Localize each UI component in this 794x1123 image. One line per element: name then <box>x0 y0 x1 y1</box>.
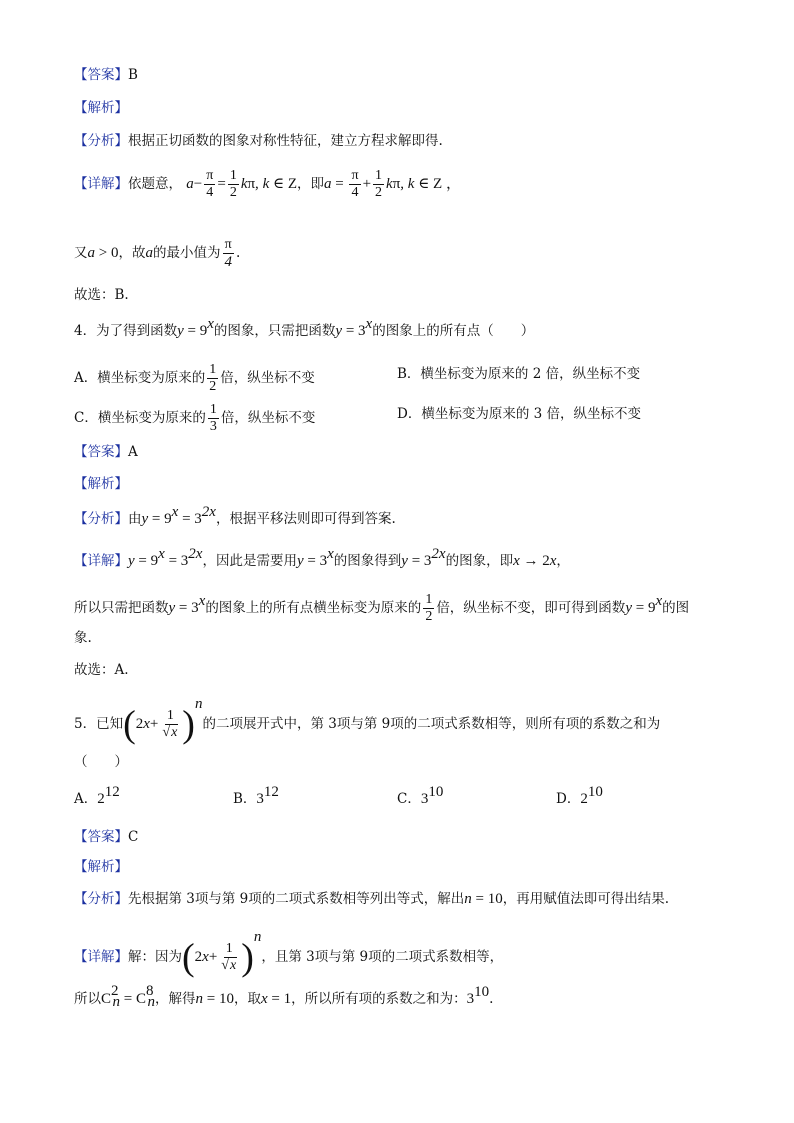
option-label: A． <box>74 791 98 807</box>
detail-text: 的图 <box>662 600 690 616</box>
q5-option-c: C．$3^{10}$ <box>397 784 444 807</box>
stem-text: 的图象，只需把函数 <box>213 323 336 339</box>
fraction: $\frac{1}{2}$ <box>229 168 237 200</box>
q5-answer-line <box>74 828 138 846</box>
detail-text: ，故 <box>118 245 146 261</box>
detail-text: 倍，纵坐标不变，即可得到函数 <box>436 600 626 616</box>
detail-text: ，且第 3项与第 9项的二项式系数相等， <box>261 949 504 965</box>
q4-option-c <box>74 402 315 435</box>
fraction: $\frac{1}{2}$ <box>425 592 433 624</box>
fraction: $\frac{1}{3}$ <box>209 402 217 434</box>
detail-text: 的最小值为 <box>152 245 221 261</box>
detail-text: ，所以所有项的系数之和为： <box>291 991 467 1007</box>
fenxi-tag: 【分析】 <box>74 891 128 907</box>
stem-text: 4．为了得到函数 <box>74 323 178 339</box>
q5-detail-line-2: 所以$C^2_n = C^8_n$，解得n = 10，取x = 1，所以所有项的系数之和为：$3^{10}$. <box>74 983 494 1010</box>
analysis-tag: 【解析】 <box>74 100 128 116</box>
answer-value: B <box>128 67 138 83</box>
q4-answer-line <box>74 443 138 461</box>
fraction: $\frac{1}{√x}$ <box>221 941 237 973</box>
q3-detail-line: 【详解】依题意， a− $\frac{\pi}{4}$ = $\frac{1}{2}$ kπ, k ∈ Z，即a = $\frac{\pi}{4}$ + $\frac{1}{2}$ kπ, k ∈ Z ， <box>74 168 461 200</box>
option-label: A．横坐标变为原来的 <box>74 370 206 386</box>
q4-stem: 4．为了得到函数$y = 9^x$的图象，只需把函数$y = 3^x$的图象上的所有点（ ） <box>74 316 535 339</box>
stem-text: 的二项展开式中，第 3项与第 9项的二项式系数相等，则所有项的系数之和为 <box>202 716 661 732</box>
analysis-tag: 【解析】 <box>74 476 128 492</box>
stem-text: 的图象上的所有点（ ） <box>372 323 535 339</box>
formula: a <box>186 176 194 192</box>
fraction: $\frac{\pi}{4}$ <box>206 168 214 200</box>
q3-analysis-heading <box>74 99 128 117</box>
detail-text: 依题意， <box>128 176 182 192</box>
fenxi-tag: 【分析】 <box>74 511 128 527</box>
q3-answer-line <box>74 66 138 84</box>
q3-choice: 故选：B. <box>74 287 129 303</box>
fenxi-text: 根据正切函数的图象对称性特征，建立方程求解即得. <box>128 133 443 149</box>
q4-analysis-heading <box>74 475 128 493</box>
fenxi-text: ，根据平移法则即可得到答案. <box>215 511 396 527</box>
detail-text: ，解得 <box>154 991 196 1007</box>
detail-text: 的图象上的所有点横坐标变为原来的 <box>205 600 422 616</box>
option-label: C． <box>397 791 421 807</box>
fenxi-text: 先根据第 3项与第 9项的二项式系数相等列出等式，解出 <box>128 891 465 907</box>
answer-tag: 【答案】 <box>74 444 128 460</box>
fraction: $\frac{\pi}{4}$ <box>351 168 359 200</box>
fraction: $\frac{1}{√x}$ <box>162 708 178 740</box>
detail-text: 的图象得到 <box>333 553 402 569</box>
answer-value: C <box>128 829 139 845</box>
q5-stem: 5．已知(2x+ $\frac{1}{√x}$ )$^n$的二项展开式中，第 3项与第 9项的二项式系数相等，则所有项的系数之和为 <box>74 696 661 746</box>
q5-stem-paren: （ ） <box>74 754 128 770</box>
answer-value: A <box>128 444 138 460</box>
detail-text: 的图象，即 <box>445 553 514 569</box>
q4-detail-line-3: 象. <box>74 630 92 646</box>
q5-fenxi-line: 【分析】先根据第 3项与第 9项的二项式系数相等列出等式，解出n = 10，再用赋值法即可得出结果. <box>74 891 670 907</box>
q4-choice: 故选：A. <box>74 662 129 678</box>
option-text: 倍，纵坐标不变 <box>220 410 316 426</box>
fraction: $\frac{\pi}{4}$ <box>224 237 232 270</box>
option-label: D． <box>556 791 581 807</box>
analysis-tag: 【解析】 <box>74 859 128 875</box>
fraction: $\frac{1}{2}$ <box>209 362 217 394</box>
detail-text: 所以 <box>74 991 101 1007</box>
answer-tag: 【答案】 <box>74 829 128 845</box>
detail-text: 又 <box>74 245 88 261</box>
q3-min-line: 又a > 0，故a的最小值为 $\frac{\pi}{4}$ . <box>74 237 241 270</box>
q5-analysis-heading <box>74 858 128 876</box>
q5-option-b: B．$3^{12}$ <box>233 784 279 807</box>
q3-fenxi-line <box>74 132 443 150</box>
q5-option-a: A．$2^{12}$ <box>74 784 120 807</box>
answer-tag: 【答案】 <box>74 67 128 83</box>
detail-text: ， <box>556 553 570 569</box>
q4-option-a <box>74 362 315 395</box>
fenxi-text: 由 <box>128 511 142 527</box>
detail-tag: 【详解】 <box>74 553 128 569</box>
fraction: $\frac{1}{2}$ <box>375 168 383 200</box>
detail-text: 解：因为 <box>128 949 182 965</box>
option-label: C．横坐标变为原来的 <box>74 410 206 426</box>
detail-text: ，即 <box>297 176 325 192</box>
q4-option-b: B．横坐标变为原来的 2 倍，纵坐标不变 <box>397 366 641 382</box>
q5-option-d: D．$2^{10}$ <box>556 784 603 807</box>
fenxi-tag: 【分析】 <box>74 133 128 149</box>
option-label: B． <box>233 791 257 807</box>
q4-detail-line: 【详解】$y = 9^x = 3^{2x}$，因此是需要用$y = 3^x$的图象得到$y = 3^{2x}$的图象，即x → 2x， <box>74 546 570 569</box>
option-text: 倍，纵坐标不变 <box>220 370 315 386</box>
q4-fenxi-line: 【分析】由$y = 9^x = 3^{2x}$，根据平移法则即可得到答案. <box>74 504 396 527</box>
q4-option-d: D．横坐标变为原来的 3 倍，纵坐标不变 <box>397 406 641 422</box>
detail-text: ，因此是需要用 <box>202 553 297 569</box>
detail-tag: 【详解】 <box>74 176 128 192</box>
fenxi-text: ，再用赋值法即可得出结果. <box>502 891 670 907</box>
detail-text: . <box>489 991 494 1007</box>
detail-text: 所以只需把函数 <box>74 600 169 616</box>
q4-detail-line-2: 所以只需把函数$y = 3^x$的图象上的所有点横坐标变为原来的 $\frac{1}{2}$ 倍，纵坐标不变，即可得到函数$y = 9^x$的图 <box>74 592 690 624</box>
q5-detail-line: 【详解】解：因为(2x+ $\frac{1}{√x}$ )$^n$，且第 3项与第 9项的二项式系数相等， <box>74 929 504 979</box>
stem-text: 5．已知 <box>74 716 124 732</box>
detail-text: ，取 <box>233 991 261 1007</box>
detail-tag: 【详解】 <box>74 949 128 965</box>
